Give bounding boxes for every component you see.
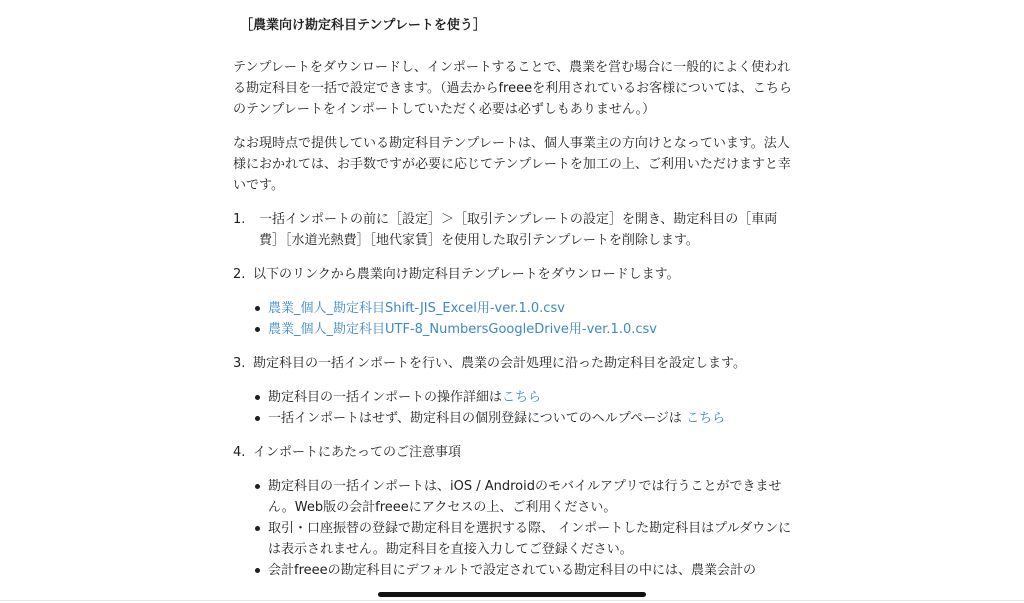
list-item	[255, 319, 793, 340]
step-4	[233, 442, 793, 463]
bulk-import-help-link[interactable]: こちら	[502, 390, 542, 405]
article-content	[233, 12, 793, 594]
step-text: インポートにあたってのご注意事項	[253, 445, 462, 460]
bottom-divider	[0, 600, 1024, 601]
step-2	[233, 264, 793, 285]
download-link-shift-jis[interactable]: 農業_個人_勘定科目Shift-JIS_Excel用-ver.1.0.csv	[268, 301, 565, 316]
list-item-text: 会計freeeの勘定科目にデフォルトで設定されている勘定科目の中には、農業会計の	[268, 563, 756, 578]
intro-paragraph: テンプレートをダウンロードし、インポートすることで、農業を営む場合に一般的によく使われる勘定科目を一括で設定できます。（過去からfreeeを利用されているお客様については、こちらのテンプレートをインポートしていただく必要は必ずしもありません。）	[233, 60, 792, 117]
step-number: 2.	[233, 267, 246, 282]
step-3	[233, 353, 793, 374]
download-link-utf8[interactable]: 農業_個人_勘定科目UTF-8_NumbersGoogleDrive用-ver.1.0.csv	[268, 322, 657, 337]
step-text: 以下のリンクから農業向け勘定科目テンプレートをダウンロードします。	[253, 267, 680, 282]
step-number: 4.	[233, 445, 246, 460]
list-item-text: 取引・口座振替の登録で勘定科目を選択する際、 インポートした勘定科目はプルダウンには表示されません。勘定科目を直接入力してご登録ください。	[268, 521, 792, 557]
list-item	[255, 518, 793, 560]
list-item	[255, 408, 793, 429]
import-notes-list	[233, 476, 793, 581]
list-item-text: 勘定科目の一括インポートの操作詳細は	[268, 390, 503, 405]
step-text: 一括インポートの前に［設定］＞［取引テンプレートの設定］を開き、勘定科目の［車両費］［水道光熱費］［地代家賃］を使用した取引テンプレートを削除します。	[259, 212, 778, 248]
list-item	[255, 560, 793, 581]
list-item-text: 勘定科目の一括インポートは、iOS / Androidのモバイルアプリでは行うことができません。Web版の会計freeeにアクセスの上、ご利用ください。	[268, 479, 782, 515]
list-item	[255, 387, 793, 408]
note-paragraph: なお現時点で提供している勘定科目テンプレートは、個人事業主の方向けとなっています。法人様におかれては、お手数ですが必要に応じてテンプレートを加工の上、ご利用いただけますと幸いです。	[233, 136, 791, 193]
download-links-list	[233, 298, 793, 340]
list-item	[255, 298, 793, 319]
home-indicator-bar[interactable]	[378, 592, 646, 597]
list-item	[255, 476, 793, 518]
section-heading: ［農業向け勘定科目テンプレートを使う］	[240, 18, 486, 33]
import-help-list	[233, 387, 793, 429]
list-item-text: 一括インポートはせず、勘定科目の個別登録についてのヘルプページは	[268, 411, 687, 426]
step-number: 3.	[233, 356, 246, 371]
step-1	[233, 209, 793, 251]
step-text: 勘定科目の一括インポートを行い、農業の会計処理に沿った勘定科目を設定します。	[253, 356, 746, 371]
individual-registration-help-link[interactable]: こちら	[686, 411, 726, 426]
step-number: 1.	[233, 212, 246, 227]
